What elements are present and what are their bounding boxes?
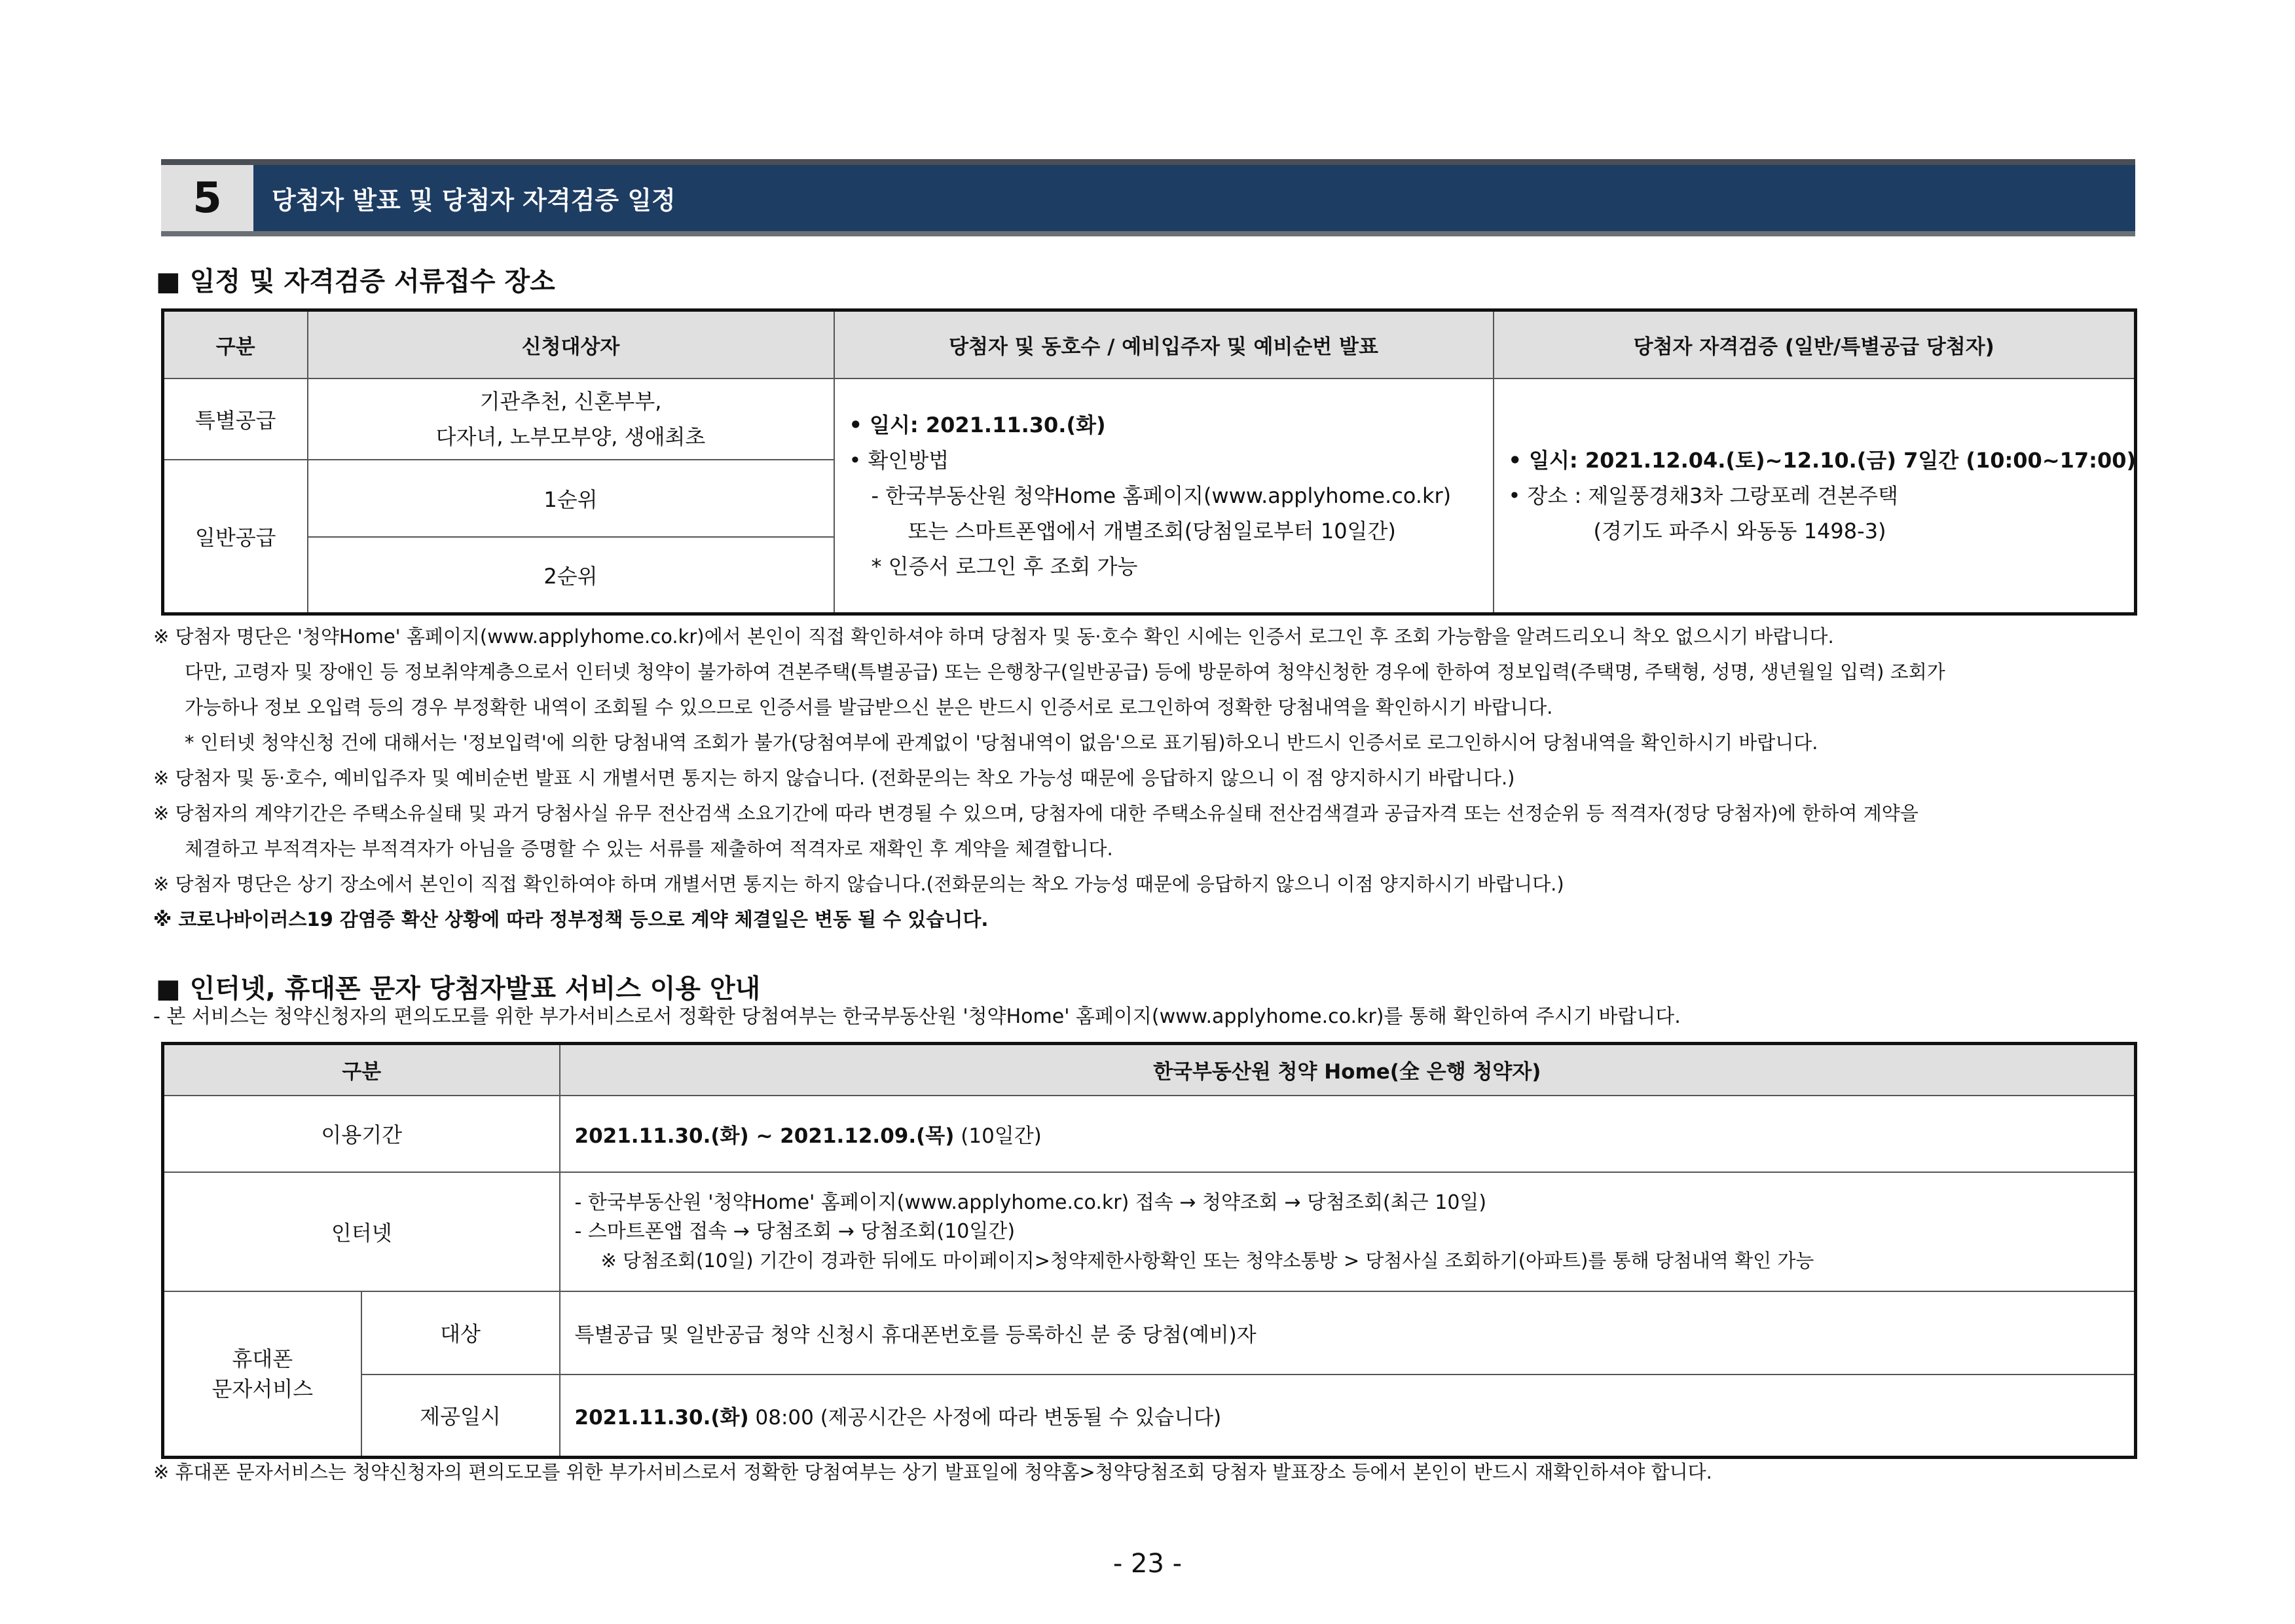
general-rank-1: 1순위 bbox=[308, 460, 834, 537]
col-header-verify: 당첨자 자격검증 (일반/특별공급 당첨자) bbox=[1494, 310, 2136, 378]
internet-row bbox=[163, 1172, 2136, 1291]
period-label: 이용기간 bbox=[163, 1096, 560, 1172]
announce-note: * 인증서 로그인 후 조회 가능 bbox=[871, 553, 1138, 579]
service-table bbox=[161, 1042, 2137, 1459]
special-target-line2: 다자녀, 노부모부양, 생애최초 bbox=[435, 424, 706, 449]
sms-time-cell bbox=[560, 1375, 2136, 1458]
sms-label-line1: 휴대폰 bbox=[232, 1346, 293, 1371]
sms-time-label: 제공일시 bbox=[361, 1375, 560, 1458]
special-supply-targets bbox=[308, 378, 834, 460]
internet-label: 인터넷 bbox=[163, 1172, 560, 1291]
announce-method-line2: 또는 스마트폰앱에서 개별조회(당첨일로부터 10일간) bbox=[908, 518, 1396, 544]
header-bottom-rule bbox=[161, 231, 2135, 236]
service-col-header-home: 한국부동산원 청약 Home(全 은행 청약자) bbox=[560, 1044, 2136, 1096]
announce-method-line1: - 한국부동산원 청약Home 홈페이지(www.applyhome.co.kr) bbox=[871, 483, 1452, 508]
verify-date: • 일시: 2021.12.04.(토)~12.10.(금) 7일간 (10:00~17:00) bbox=[1508, 447, 2137, 473]
service-heading: ■ 인터넷, 휴대폰 문자 당첨자발표 서비스 이용 안내 bbox=[156, 974, 761, 1004]
service-header-row bbox=[163, 1044, 2136, 1096]
schedule-heading: ■ 일정 및 자격검증 서류접수 장소 bbox=[156, 267, 555, 297]
page-number: - 23 - bbox=[1112, 1549, 1183, 1579]
note-9-covid: ※ 코로나바이러스19 감염증 확산 상황에 따라 정부정책 등으로 계약 체결일은 변동 될 수 있습니다. bbox=[153, 908, 989, 931]
note-8: ※ 당첨자 명단은 상기 장소에서 본인이 직접 확인하여야 하며 개별서면 통지는 하지 않습니다.(전화문의는 착오 가능성 때문에 응답하지 않으니 이점 양지하시기 바랍니다.) bbox=[153, 873, 1564, 895]
note-5: ※ 당첨자 및 동·호수, 예비입주자 및 예비순번 발표 시 개별서면 통지는 하지 않습니다. (전화문의는 착오 가능성 때문에 응답하지 않으니 이 점 양지하시기 바랍니다.) bbox=[153, 767, 1515, 789]
sms-time-row bbox=[163, 1375, 2136, 1458]
section-header bbox=[161, 159, 2135, 236]
sms-target-label: 대상 bbox=[361, 1291, 560, 1375]
internet-line-3: ※ 당첨조회(10일) 기간이 경과한 뒤에도 마이페이지>청약제한사항확인 또는 청약소통방 > 당첨사실 조회하기(아파트)를 통해 당첨내역 확인 가능 bbox=[600, 1249, 1814, 1272]
general-rank-2: 2순위 bbox=[308, 537, 834, 614]
internet-cell bbox=[560, 1172, 2136, 1291]
announce-cell bbox=[834, 378, 1494, 614]
special-supply-label: 특별공급 bbox=[163, 378, 308, 460]
section-number: 5 bbox=[161, 165, 253, 231]
note-6: ※ 당첨자의 계약기간은 주택소유실태 및 과거 당첨사실 유무 전산검색 소요기간에 따라 변경될 수 있으며, 당첨자에 대한 주택소유실태 전산검색결과 공급자격 또는 선정순위 등 적격자(정당 당첨자)에 한하여 계약을 bbox=[153, 802, 1919, 824]
period-dates: 2021.11.30.(화) ~ 2021.12.09.(목) bbox=[574, 1124, 955, 1148]
col-header-type: 구분 bbox=[163, 310, 308, 378]
schedule-table bbox=[161, 308, 2137, 616]
sms-label-cell bbox=[163, 1291, 361, 1458]
header-top-rule bbox=[161, 159, 2135, 165]
note-1: ※ 당첨자 명단은 '청약Home' 홈페이지(www.applyhome.co.kr)에서 본인이 직접 확인하셔야 하며 당첨자 및 동·호수 확인 시에는 인증서 로그인 후 조회 가능함을 알려드리오니 착오 없으시기 바랍니다. bbox=[153, 625, 1834, 648]
note-2: 다만, 고령자 및 장애인 등 정보취약계층으로서 인터넷 청약이 불가하여 견본주택(특별공급) 또는 은행창구(일반공급) 등에 방문하여 청약신청한 경우에 한하여 정보입력(주택명, 주택형, 성명, 생년월일 입력) 조회가 bbox=[185, 661, 1945, 683]
verify-cell bbox=[1494, 378, 2136, 614]
period-days: (10일간) bbox=[961, 1124, 1042, 1148]
sms-target-row bbox=[163, 1291, 2136, 1375]
period-cell bbox=[560, 1096, 2136, 1172]
special-supply-row bbox=[163, 378, 2136, 460]
sms-time-date: 2021.11.30.(화) bbox=[574, 1405, 749, 1430]
service-footnote: ※ 휴대폰 문자서비스는 청약신청자의 편의도모를 위한 부가서비스로서 정확한 당첨여부는 상기 발표일에 청약홈>청약당첨조회 당첨자 발표장소 등에서 본인이 반드시 재확인하셔야 합니다. bbox=[153, 1461, 1712, 1483]
service-intro: - 본 서비스는 청약신청자의 편의도모를 위한 부가서비스로서 정확한 당첨여부는 한국부동산원 '청약Home' 홈페이지(www.applyhome.co.kr)를 통해 확인하여 주시기 바랍니다. bbox=[153, 1005, 1681, 1028]
note-3: 가능하나 정보 오입력 등의 경우 부정확한 내역이 조회될 수 있으므로 인증서를 발급받으신 분은 반드시 인증서로 로그인하여 정확한 당첨내역을 확인하시기 바랍니다. bbox=[185, 696, 1553, 718]
sms-label-line2: 문자서비스 bbox=[211, 1376, 314, 1401]
internet-line-1: - 한국부동산원 '청약Home' 홈페이지(www.applyhome.co.kr) 접속 → 청약조회 → 당첨조회(최근 10일) bbox=[574, 1190, 1487, 1214]
col-header-target: 신청대상자 bbox=[308, 310, 834, 378]
section-title: 당첨자 발표 및 당첨자 자격검증 일정 bbox=[253, 165, 2135, 231]
note-7: 체결하고 부적격자는 부적격자가 아님을 증명할 수 있는 서류를 제출하여 적격자로 재확인 후 계약을 체결합니다. bbox=[185, 838, 1113, 860]
internet-line-2: - 스마트폰앱 접속 → 당첨조회 → 당첨조회(10일간) bbox=[574, 1219, 1016, 1243]
announce-method-label: • 확인방법 bbox=[849, 447, 949, 473]
schedule-header-row bbox=[163, 310, 2136, 378]
verify-place: • 장소 : 제일풍경채3차 그랑포레 견본주택 bbox=[1508, 483, 1898, 508]
general-supply-label: 일반공급 bbox=[163, 460, 308, 614]
announce-date: • 일시: 2021.11.30.(화) bbox=[849, 412, 1106, 437]
special-target-line1: 기관추천, 신혼부부, bbox=[479, 388, 662, 414]
sms-time-rest: 08:00 (제공시간은 사정에 따라 변동될 수 있습니다) bbox=[755, 1405, 1222, 1430]
sms-target-text: 특별공급 및 일반공급 청약 신청시 휴대폰번호를 등록하신 분 중 당첨(예비)자 bbox=[560, 1291, 2136, 1375]
verify-address: (경기도 파주시 와동동 1498-3) bbox=[1593, 518, 1886, 544]
note-4: * 인터넷 청약신청 건에 대해서는 '정보입력'에 의한 당첨내역 조회가 불가(당첨여부에 관계없이 '당첨내역이 없음'으로 표기됨)하오니 반드시 인증서로 로그인하시어 당첨내역을 확인하시기 바랍니다. bbox=[185, 731, 1818, 754]
period-row bbox=[163, 1096, 2136, 1172]
service-col-header-type: 구분 bbox=[163, 1044, 560, 1096]
col-header-announce: 당첨자 및 동호수 / 예비입주자 및 예비순번 발표 bbox=[834, 310, 1494, 378]
